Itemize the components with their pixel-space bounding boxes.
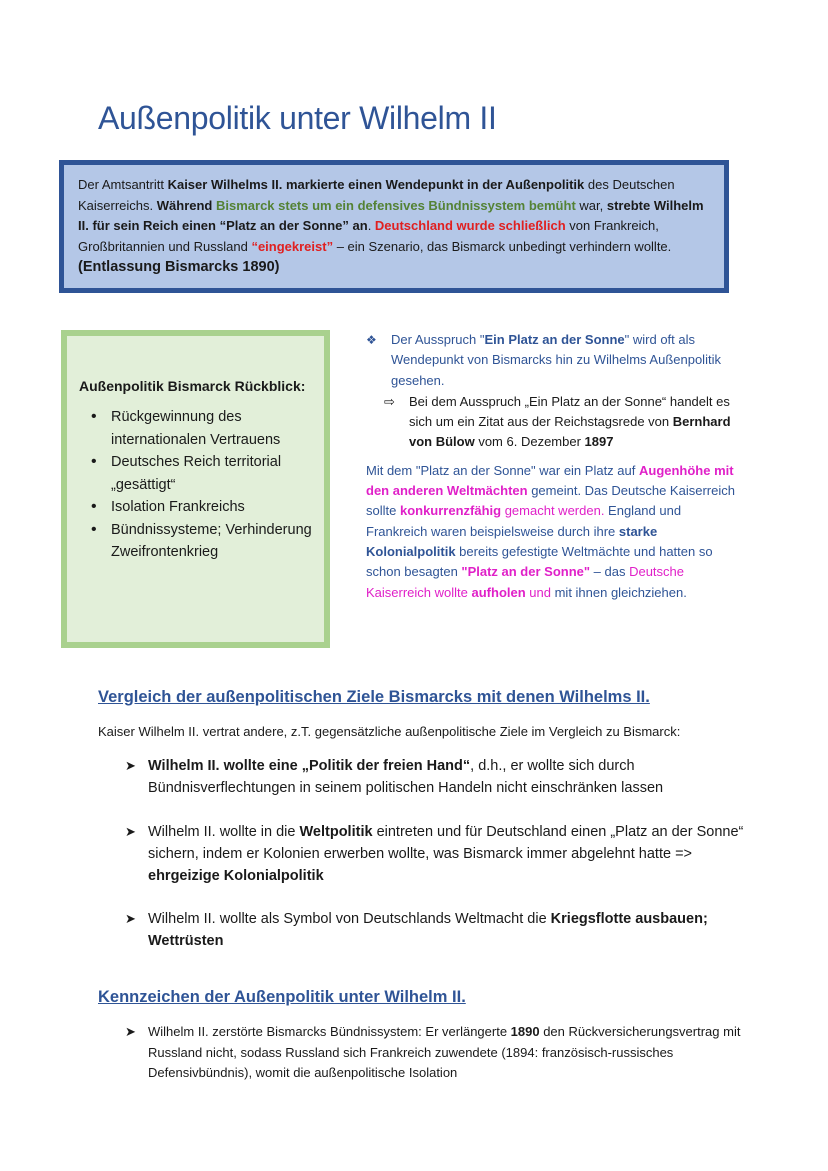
text: Der Ausspruch ": [391, 332, 485, 347]
text: Wilhelm II. wollte in die: [148, 824, 300, 840]
text-magenta: gemacht werden.: [501, 503, 605, 519]
intro-red-text: “eingekreist”: [251, 238, 334, 254]
arrowhead-bullet-icon: ➤: [125, 758, 136, 773]
year-bold: 1890: [510, 1024, 540, 1039]
page-title: Außenpolitik unter Wilhelm II: [98, 100, 497, 136]
highlight: starke Kolonialpolitik: [366, 523, 658, 559]
intro-text: von Frankreich, Großbritannien und Russland: [78, 218, 659, 254]
compare-point: [125, 755, 745, 799]
compare-intro: Kaiser Wilhelm II. vertrat andere, z.T. gegensätzliche außenpolitische Ziele im Vergleich zu Bismarck:: [98, 724, 681, 739]
section-heading-compare: Vergleich der außenpolitischen Ziele Bismarcks mit denen Wilhelms II.: [98, 688, 650, 706]
text: den Rückversicherungsvertrag mit Russland nicht, sodass Russland sich Frankreich zuwendete (1894: französisch-russisches Defensivbündnis), womit die außenpolitische Isolation: [148, 1024, 741, 1080]
retrospective-heading: Außenpolitik Bismarck Rückblick:: [79, 378, 306, 394]
diamond-bullet-icon: ❖: [366, 333, 377, 347]
text-magenta: und: [525, 584, 551, 600]
arrowhead-bullet-icon: ➤: [125, 824, 136, 839]
arrow-right-icon: ⇨: [384, 393, 395, 409]
text: gemeint. Das Deutsche Kaiserreich sollte: [366, 483, 735, 519]
text-magenta: Deutsche Kaiserreich wollte: [366, 564, 684, 600]
text: mit ihnen gleichziehen.: [550, 584, 687, 600]
intro-text: .: [367, 218, 375, 233]
point-bold: Kriegsflotte ausbauen; Wettrüsten: [148, 911, 708, 949]
list-item: • Isolation Frankreichs: [79, 496, 312, 519]
retrospective-list: [79, 406, 312, 564]
quote-bold: Ein Platz an der Sonne: [484, 332, 625, 347]
text: Bei dem Ausspruch „Ein Platz an der Sonne“ handelt es sich um ein Zitat aus der Reichstagsrede von: [409, 393, 730, 430]
arrowhead-bullet-icon: ➤: [125, 1024, 136, 1039]
text: vom 6. Dezember: [474, 434, 585, 450]
sun-explanation: [366, 330, 736, 603]
intro-text: des Deutschen Kaiserreichs.: [78, 177, 675, 213]
compare-point: [125, 908, 745, 952]
intro-dismissal: (Entlassung Bismarcks 1890): [78, 259, 280, 275]
compare-point: [125, 821, 745, 887]
highlight: "Platz an der Sonne": [461, 564, 591, 580]
highlight: Augenhöhe mit den anderen Weltmächten: [366, 462, 734, 499]
text: Wilhelm II. zerstörte Bismarcks Bündnissystem: Er verlängerte: [148, 1024, 511, 1039]
intro-text: Der Amtsantritt: [78, 177, 168, 192]
point-bold: Wilhelm II. wollte eine „Politik der freien Hand“: [148, 758, 471, 774]
list-item: • Rückgewinnung des internationalen Vertrauens: [79, 406, 312, 451]
list-item: • Bündnissysteme; Verhinderung Zweifrontenkrieg: [79, 519, 312, 564]
quote-source: [366, 392, 736, 453]
list-item: • Deutsches Reich territorial „gesättigt“: [79, 451, 312, 496]
text: Mit dem "Platz an der Sonne" war ein Platz auf: [366, 462, 639, 478]
year-bold: 1897: [584, 434, 614, 450]
intro-bold: Während: [156, 197, 216, 213]
text: , d.h., er wollte sich durch Bündnisverflechtungen in seinem politischen Handeln nicht einschränken lassen: [148, 758, 664, 796]
text: Wilhelm II. wollte als Symbol von Deutschlands Weltmacht die: [148, 911, 551, 927]
intro-bold: Kaiser Wilhelms II. markierte einen Wendepunkt in der Außenpolitik: [167, 177, 585, 192]
intro-text: – ein Szenario, das Bismarck unbedingt verhindern wollte.: [333, 238, 672, 254]
text: England und Frankreich waren beispielsweise durch ihre: [366, 503, 682, 539]
text: bereits gefestigte Weltmächte und hatten so schon besagten: [366, 543, 713, 580]
text: " wird oft als Wendepunkt von Bismarcks hin zu Wilhelms Außenpolitik gesehen.: [391, 332, 721, 388]
highlight: konkurrenzfähig: [399, 503, 502, 519]
section-heading-features: Kennzeichen der Außenpolitik unter Wilhelm II.: [98, 988, 466, 1006]
intro-red-text: Deutschland wurde schließlich: [374, 218, 566, 233]
highlight: aufholen: [471, 584, 526, 600]
text: eintreten und für Deutschland einen „Platz an der Sonne“ sichern, indem er Kolonien erwerben wollte, was Bismarck immer abgelehnt hatte =>: [148, 824, 744, 862]
intro-text: war,: [575, 197, 607, 213]
intro-box: [59, 160, 729, 293]
point-bold: Weltpolitik: [299, 824, 373, 840]
author-bold: Bernhard von Bülow: [409, 414, 731, 450]
retrospective-box: [61, 330, 330, 648]
sun-paragraph: [366, 461, 736, 603]
point-bold: ehrgeizige Kolonialpolitik: [148, 868, 324, 884]
arrowhead-bullet-icon: ➤: [125, 911, 136, 926]
quote-point: [366, 330, 736, 391]
feature-point: [125, 1022, 745, 1084]
intro-green-text: Bismarck stets um ein defensives Bündnissystem bemüht: [215, 197, 576, 213]
text: – das: [590, 564, 630, 580]
intro-bold: strebte Wilhelm II. für sein Reich einen “Platz an der Sonne” an: [78, 197, 704, 233]
